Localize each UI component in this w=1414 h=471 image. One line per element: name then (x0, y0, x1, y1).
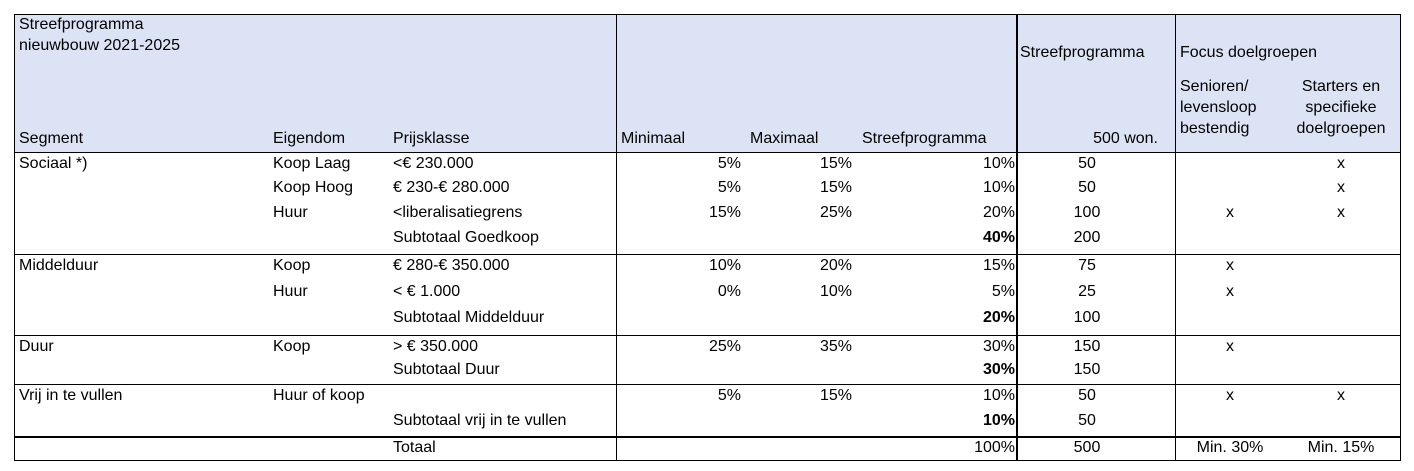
starters-header-line-1: Starters en (1301, 78, 1381, 95)
column-header-woningen: 500 won. (1093, 130, 1158, 147)
cell-maximaal: 35% (819, 338, 852, 355)
cell-streefprogramma: 10% (982, 412, 1015, 429)
cell-woningen: 50 (1078, 387, 1096, 404)
cell-streefprogramma: 10% (982, 155, 1015, 172)
cell-woningen: 50 (1078, 179, 1096, 196)
cell-streefprogramma: 30% (982, 361, 1015, 378)
cell-streefprogramma: 40% (982, 229, 1015, 246)
cell-starters: x (1337, 204, 1345, 221)
focus-doelgroepen-title: Focus doelgroepen (1180, 44, 1317, 61)
cell-eigendom: Koop (273, 257, 311, 274)
cell-prijsklasse: <liberalisatiegrens (393, 204, 523, 221)
cell-woningen: 50 (1078, 412, 1096, 429)
cell-streefprogramma: 5% (991, 283, 1015, 300)
cell-prijsklasse: Subtotaal Duur (393, 361, 500, 378)
cell-prijsklasse: > € 350.000 (393, 338, 478, 355)
cell-eigendom: Huur (273, 204, 308, 221)
starters-header-line-3: doelgroepen (1296, 120, 1386, 137)
grid-line (1175, 14, 1176, 461)
cell-streefprogramma: 15% (982, 257, 1015, 274)
cell-minimaal: 5% (717, 179, 741, 196)
cell-segment: Vrij in te vullen (19, 387, 123, 404)
column-header-prijsklasse: Prijsklasse (393, 130, 470, 147)
column-header-streefprogramma-top: Streefprogramma (1020, 44, 1145, 61)
senioren-header-line-2: levensloop (1180, 99, 1257, 116)
cell-minimaal: 0% (717, 283, 741, 300)
cell-eigendom: Huur (273, 283, 308, 300)
cell-senioren: Min. 30% (1196, 439, 1264, 456)
grid-line (1016, 14, 1018, 461)
cell-woningen: 200 (1073, 229, 1101, 246)
senioren-header-line-1: Senioren/ (1180, 78, 1249, 95)
cell-prijsklasse: € 230-€ 280.000 (393, 179, 510, 196)
cell-woningen: 100 (1073, 309, 1101, 326)
grid-line (14, 14, 15, 461)
cell-senioren: x (1226, 283, 1234, 300)
title-line-1: Streefprogramma (19, 16, 144, 33)
cell-prijsklasse: < € 1.000 (393, 283, 461, 300)
cell-prijsklasse: Subtotaal Middelduur (393, 309, 545, 326)
cell-minimaal: 25% (708, 338, 741, 355)
cell-minimaal: 5% (717, 387, 741, 404)
cell-minimaal: 5% (717, 155, 741, 172)
starters-header-line-2: specifieke (1305, 99, 1377, 116)
cell-streefprogramma: 10% (982, 387, 1015, 404)
grid-line (14, 14, 1400, 15)
cell-senioren: x (1226, 204, 1234, 221)
cell-eigendom: Koop Laag (273, 155, 351, 172)
cell-maximaal: 15% (819, 387, 852, 404)
cell-maximaal: 15% (819, 155, 852, 172)
grid-line (14, 254, 1400, 255)
grid-line (616, 14, 617, 461)
grid-line (14, 384, 1400, 385)
column-header-maximaal: Maximaal (750, 130, 819, 147)
column-header-streefprogramma: Streefprogramma (862, 130, 987, 147)
title-line-2: nieuwbouw 2021-2025 (19, 37, 181, 54)
cell-eigendom: Koop (273, 338, 311, 355)
cell-starters: x (1337, 387, 1345, 404)
cell-prijsklasse: Subtotaal Goedkoop (393, 229, 539, 246)
column-header-eigendom: Eigendom (273, 130, 346, 147)
cell-senioren: x (1226, 338, 1234, 355)
cell-maximaal: 15% (819, 179, 852, 196)
cell-minimaal: 15% (708, 204, 741, 221)
cell-starters: x (1337, 155, 1345, 172)
cell-woningen: 75 (1078, 257, 1096, 274)
cell-woningen: 500 (1073, 439, 1101, 456)
cell-streefprogramma: 20% (982, 309, 1015, 326)
cell-maximaal: 25% (819, 204, 852, 221)
column-header-minimaal: Minimaal (621, 130, 686, 147)
cell-segment: Middelduur (19, 257, 99, 274)
cell-prijsklasse: Subtotaal vrij in te vullen (393, 412, 567, 429)
cell-maximaal: 20% (819, 257, 852, 274)
grid-line (14, 335, 1400, 336)
cell-woningen: 100 (1073, 204, 1101, 221)
cell-woningen: 150 (1073, 338, 1101, 355)
cell-starters: Min. 15% (1307, 439, 1375, 456)
cell-eigendom: Huur of koop (273, 387, 365, 404)
cell-streefprogramma: 20% (982, 204, 1015, 221)
senioren-header-line-3: bestendig (1180, 120, 1250, 137)
cell-eigendom: Koop Hoog (273, 179, 354, 196)
cell-segment: Duur (19, 338, 54, 355)
cell-maximaal: 10% (819, 283, 852, 300)
cell-prijsklasse: € 280-€ 350.000 (393, 257, 510, 274)
grid-line (1400, 14, 1401, 461)
cell-woningen: 150 (1073, 361, 1101, 378)
cell-streefprogramma: 10% (982, 179, 1015, 196)
grid-line (14, 460, 1400, 461)
grid-line (14, 436, 1400, 438)
cell-woningen: 25 (1078, 283, 1096, 300)
cell-senioren: x (1226, 257, 1234, 274)
cell-starters: x (1337, 179, 1345, 196)
column-header-segment: Segment (19, 130, 84, 147)
cell-prijsklasse: Totaal (393, 439, 436, 456)
cell-woningen: 50 (1078, 155, 1096, 172)
cell-streefprogramma: 100% (974, 439, 1015, 456)
cell-minimaal: 10% (708, 257, 741, 274)
cell-senioren: x (1226, 387, 1234, 404)
grid-line (14, 152, 1400, 153)
cell-segment: Sociaal *) (19, 155, 88, 172)
cell-streefprogramma: 30% (982, 338, 1015, 355)
cell-prijsklasse: <€ 230.000 (393, 155, 474, 172)
